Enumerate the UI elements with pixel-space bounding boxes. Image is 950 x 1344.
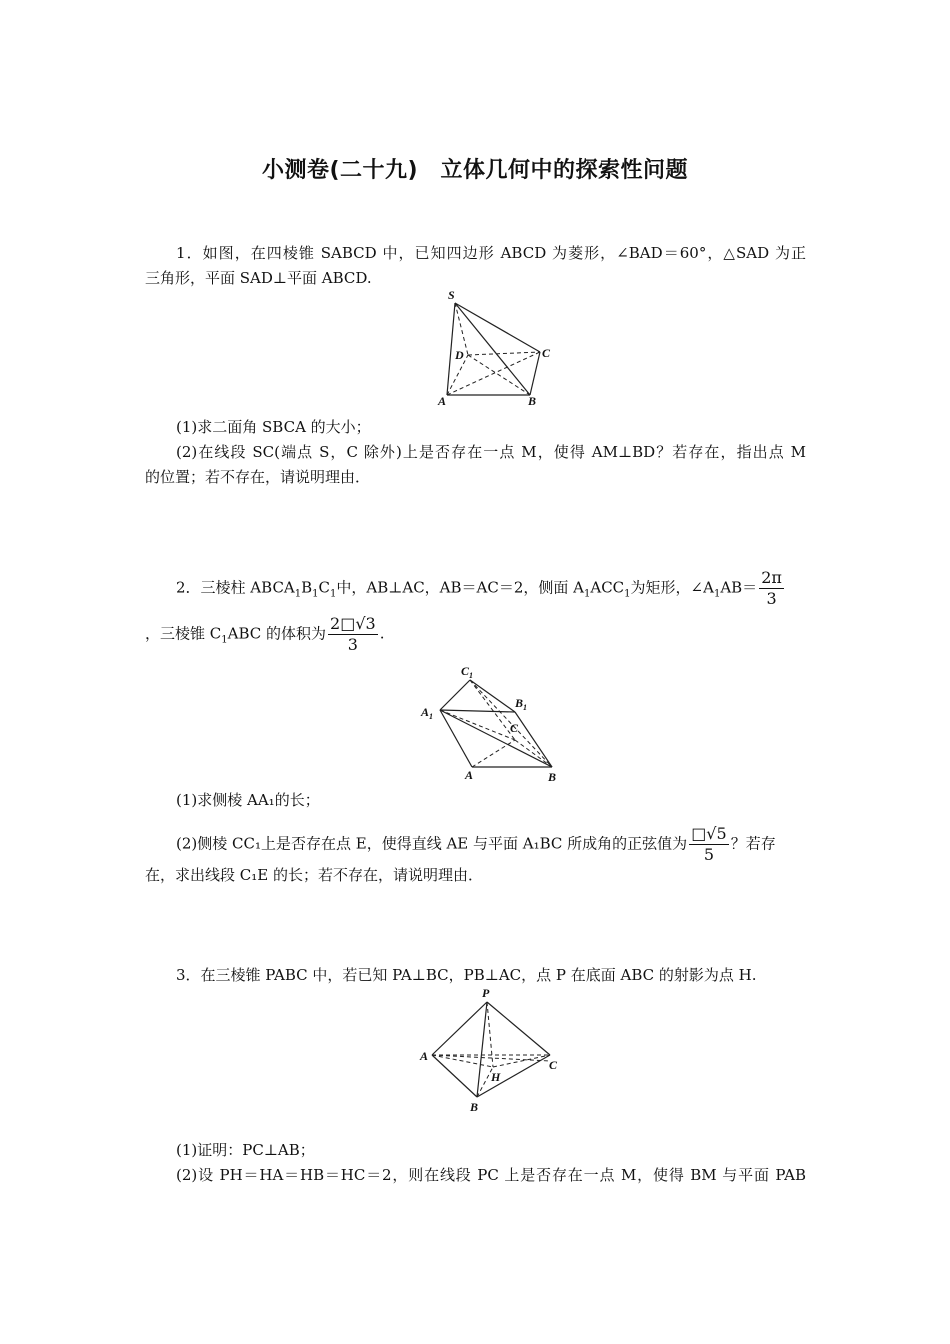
q2-frac-angle: $\frac{2\pi}{3}$	[761, 568, 782, 608]
q1-stem-line2: 三角形，平面 SAD⊥平面 ABCD.	[145, 269, 372, 287]
q1-part1: (1)求二面角 SBCA 的大小；	[176, 418, 371, 436]
q1-stem-line1: 1．如图，在四棱锥 SABCD 中，已知四边形 ABCD 为菱形，∠BAD＝60°，△SAD 为正	[176, 244, 806, 262]
q1-label-a: A	[438, 394, 447, 408]
q2-part2-line1: (2)侧棱 CC₁上是否存在点 E，使得直线 AE 与平面 A₁BC 所成角的正弦值为 $\frac{□√5}{5}$ ？若存	[176, 824, 776, 864]
q2-label-b: B	[548, 770, 557, 784]
q2-stem-line1: 2．三棱柱 $ABCA_1B_1C_1$中，AB⊥AC，AB＝AC＝2，侧面 $A_1ACC_1$为矩形，$\angle A_1AB=$ $\frac{2\pi}{3}$	[176, 568, 782, 608]
q2-part2-line2: 在，求出线段 C₁E 的长；若不存在，请说明理由．	[145, 866, 483, 884]
q2-figure	[415, 660, 570, 785]
q3-label-h: H	[491, 1070, 501, 1084]
q3-stem: 3．在三棱锥 PABC 中，若已知 PA⊥BC，PB⊥AC，点 P 在底面 ABC 的射影为点 H.	[176, 966, 757, 984]
q2-label-c: C	[510, 721, 519, 735]
q2-label-b1: $B_1$	[515, 696, 528, 712]
q1-part2-line2: 的位置；若不存在，请说明理由．	[145, 468, 371, 486]
q3-part2: (2)设 PH＝HA＝HB＝HC＝2，则在线段 PC 上是否存在一点 M，使得 BM 与平面 PAB	[176, 1166, 806, 1184]
q2-frac-sine: $\frac{□√5}{5}$	[691, 824, 727, 864]
q3-label-p: P	[482, 986, 490, 1000]
q1-label-s: S	[448, 288, 455, 302]
q1-label-c: C	[542, 346, 551, 360]
q1-label-b: B	[528, 394, 537, 408]
q2-part1: (1)求侧棱 AA₁的长；	[176, 791, 320, 809]
q1-part2-line1: (2)在线段 SC(端点 S，C 除外)上是否存在一点 M，使得 AM⊥BD？若存在，指出点 M	[176, 443, 806, 461]
q2-label-c1: $C_1$	[461, 664, 474, 680]
q3-label-b: B	[470, 1100, 479, 1114]
q2-label-a1: $A_1$	[421, 705, 434, 721]
q3-label-a: A	[420, 1049, 429, 1063]
q2-label-a: A	[465, 768, 474, 782]
q2-stem-line2: ，三棱锥 $C_1ABC$ 的体积为 $\frac{2□√3}{3}$ .	[145, 614, 385, 654]
page-title: 小测卷(二十九) 立体几何中的探索性问题	[261, 158, 689, 183]
q3-label-c: C	[549, 1058, 558, 1072]
q3-part1: (1)证明：PC⊥AB；	[176, 1141, 315, 1159]
q1-label-d: D	[455, 348, 464, 362]
q3-figure	[415, 985, 565, 1115]
q2-frac-volume: $\frac{2□√3}{3}$	[330, 614, 376, 654]
q1-figure	[430, 285, 560, 410]
